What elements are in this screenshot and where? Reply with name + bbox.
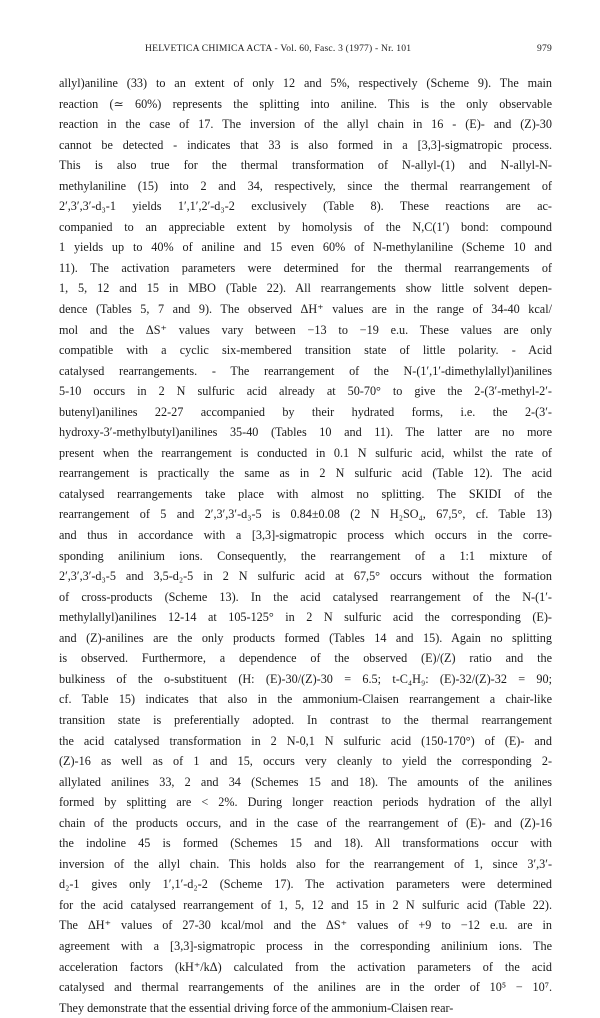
- text-line: compatible with a cyclic six-membered transition state of little polarity. - Acid: [59, 343, 552, 358]
- text-line: allylated anilines 33, 2 and 34 (Schemes 15 and 18). The amounts of the anilines: [59, 774, 552, 789]
- text-line: reaction in the case of 17. The inversion of the allyl chain in 16 - (E)- and (Z)-30: [59, 117, 552, 132]
- text-line: hydroxy-3′-methylbutyl)anilines 35-40 (Tables 10 and 11). The latter are no more: [59, 425, 552, 440]
- text-line: 1 yields up to 40% of aniline and 15 even 60% of N-methylaniline (Scheme 10 and: [59, 240, 552, 255]
- text-line: cannot be detected - indicates that 33 is also formed in a [3,3]-sigmatropic process.: [59, 137, 552, 152]
- text-line: cf. Table 15) indicates that also in the ammonium-Claisen rearrangement a chair-like: [59, 692, 552, 707]
- text-line: rearrangement is practically the same as in 2 N sulfuric acid (Table 12). The acid: [59, 466, 552, 481]
- text-line: d₂-1 gives only 1′,1′-d₂-2 (Scheme 17). The activation parameters were determined: [59, 877, 552, 892]
- text-line: catalysed rearrangements take place with almost no splitting. The SKIDI of the: [59, 486, 552, 501]
- text-line: agreement with a [3,3]-sigmatropic process in the corresponding anilinium ions. The: [59, 938, 552, 953]
- text-line: They demonstrate that the essential driving force of the ammonium-Claisen rear-: [59, 1000, 454, 1015]
- document-page: [59, 0, 552, 1015]
- running-header: [59, 43, 552, 57]
- text-line: and (Z)-anilines are the only products formed (Tables 14 and 15). Again no splitting: [59, 630, 552, 645]
- text-line: allyl)aniline (33) to an extent of only 12 and 5%, respectively (Scheme 9). The main: [59, 76, 552, 90]
- text-line: 2′,3′,3′-d₃-5 and 3,5-d₂-5 in 2 N sulfuric acid at 67,5° occurs without the formation: [59, 569, 552, 584]
- text-line: mol and the ΔS⁺ values vary between −13 to −19 e.u. These values are only: [59, 322, 552, 337]
- text-line: bulkiness of the o-substituent (H: (E)-30/(Z)-30 = 6.5; t-C₄H₉: (E)-32/(Z)-32 = 90;: [59, 671, 552, 686]
- text-line: rearrangement of 5 and 2′,3′,3′-d₃-5 is 0.84±0.08 (2 N H₂SO₄, 67,5°, cf. Table 13): [59, 507, 552, 522]
- text-line: for the acid catalysed rearrangement of 1, 5, 12 and 15 in 2 N sulfuric acid (Table 22).: [59, 897, 552, 912]
- text-line: catalysed rearrangements. - The rearrangement of the N-(1′,1′-dimethylallyl)anilines: [59, 363, 552, 378]
- text-line: the acid catalysed transformation in 2 N-0,1 N sulfuric acid (150-170°) of (E)- and: [59, 733, 552, 748]
- page-number: 979: [537, 43, 552, 54]
- text-line: catalysed and thermal rearrangements of the anilines are in the order of 10⁵ − 10⁷.: [59, 980, 552, 995]
- text-line: of cross-products (Scheme 13). In the acid catalysed rearrangement of the N-(1′-: [59, 589, 552, 604]
- text-line: is observed. Furthermore, a dependence of the observed (E)/(Z) ratio and the: [59, 651, 552, 666]
- body-text: [59, 73, 552, 1018]
- text-line: companied to an appreciable extent by homolysis of the N,C(1′) bond: compound: [59, 219, 552, 234]
- text-line: This is also true for the thermal transformation of N-allyl-(1) and N-allyl-N-: [59, 158, 552, 173]
- text-line: inversion of the allyl chain. This holds also for the rearrangement of 1, since 3′,3′-: [59, 856, 552, 871]
- text-line: (Z)-16 as well as of 1 and 15, occurs very cleanly to yield the corresponding 2-: [59, 754, 552, 769]
- text-line: 1, 5, 12 and 15 in MBO (Table 22). All rearrangements show little solvent depen-: [59, 281, 552, 296]
- text-line: present when the rearrangement is conducted in 0.1 N sulfuric acid, whilst the rate of: [59, 445, 552, 460]
- text-line: chain of the products occurs, and in the case of the rearrangement of (E)- and (Z)-16: [59, 815, 552, 830]
- journal-title: HELVETICA CHIMICA ACTA - Vol. 60, Fasc. 3 (1977) - Nr. 101: [145, 43, 412, 54]
- text-line: and thus in accordance with a [3,3]-sigmatropic process which occurs in the corre-: [59, 528, 552, 543]
- text-line: reaction (≃ 60%) represents the splitting into aniline. This is the only observable: [59, 96, 552, 111]
- text-line: dence (Tables 5, 7 and 9). The observed ΔH⁺ values are in the range of 34-40 kcal/: [59, 302, 552, 317]
- text-line: transition state is preferentially adopted. In contrast to the thermal rearrangement: [59, 712, 552, 727]
- text-line: methylallyl)anilines 12-14 at 105-125° in 2 N sulfuric acid the corresponding (E)-: [59, 610, 552, 625]
- text-line: acceleration factors (kH⁺/kΔ) calculated from the activation parameters of the acid: [59, 959, 552, 974]
- text-line: 2′,3′,3′-d₃-1 yields 1′,1′,2′-d₃-2 exclusively (Table 8). These reactions are ac-: [59, 199, 552, 214]
- text-line: butenyl)anilines 22-27 accompanied by their hydrated forms, i.e. the 2-(3′-: [59, 404, 552, 419]
- text-line: The ΔH⁺ values of 27-30 kcal/mol and the ΔS⁺ values of +9 to −12 e.u. are in: [59, 918, 552, 933]
- text-line: the indoline 45 is formed (Schemes 15 and 18). All transformations occur with: [59, 836, 552, 851]
- text-line: 11). The activation parameters were determined for the thermal rearrangements of: [59, 260, 552, 275]
- text-line: sponding anilinium ions. Consequently, the rearrangement of a 1:1 mixture of: [59, 548, 552, 563]
- text-line: formed by splitting are < 2%. During longer reaction periods hydration of the allyl: [59, 795, 552, 810]
- text-line: methylaniline (15) into 2 and 34, respectively, since the thermal rearrangement of: [59, 178, 552, 193]
- text-line: 5-10 occurs in 2 N sulfuric acid already at 50-70° to give the 2-(3′-methyl-2′-: [59, 384, 552, 399]
